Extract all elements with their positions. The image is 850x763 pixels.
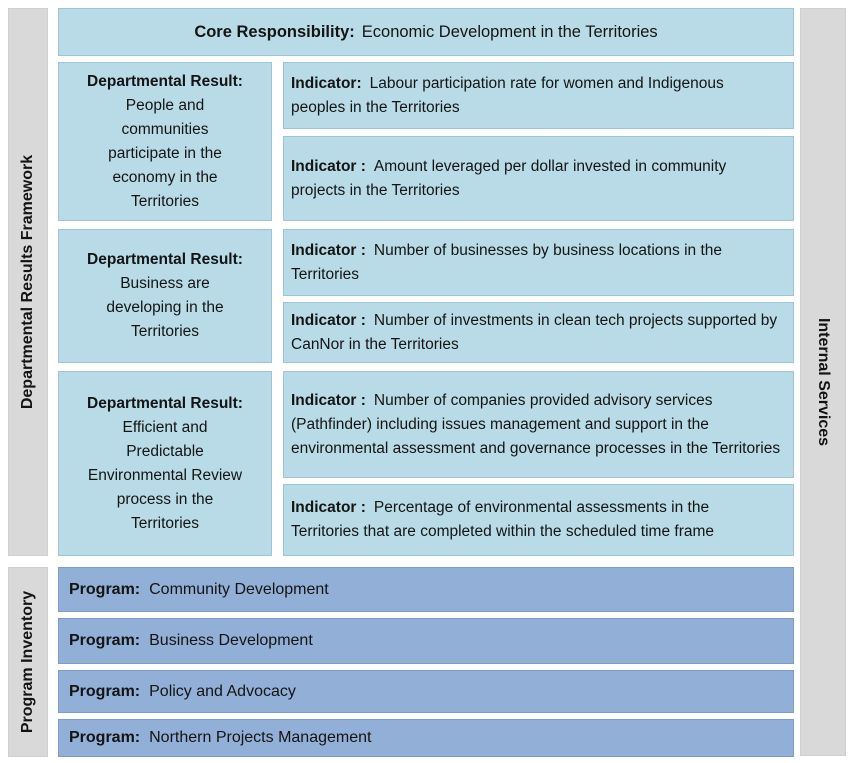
indicator-box-1	[283, 62, 794, 129]
indicator-text: Percentage of environmental assessments in the Territories that are completed within the scheduled time frame	[291, 499, 715, 540]
indicator-box-4	[283, 302, 794, 363]
program-label: Program:	[69, 682, 141, 700]
program-label: Program:	[69, 729, 141, 746]
program-row-community-development	[58, 567, 794, 612]
program-row-policy-and-advocacy	[58, 670, 794, 713]
indicator-text: Number of companies provided advisory services (Pathfinder) including issues management and support in the environmental assessment and governance processes in the Territories	[291, 391, 781, 457]
indicator-label: Indicator :	[291, 311, 366, 329]
sidebar-program-inventory-label: Program Inventory	[19, 590, 36, 734]
indicator-text: Amount leveraged per dollar invested in community projects in the Territories	[291, 157, 727, 199]
departmental-result-line: Territories	[130, 514, 200, 532]
departmental-result-line: communities	[121, 120, 209, 138]
sidebar-internal-services	[800, 8, 846, 756]
program-name: Northern Projects Management	[149, 729, 372, 746]
departmental-result-line: Environmental Review	[87, 466, 243, 484]
core-responsibility-box	[58, 8, 794, 56]
indicator-label: Indicator :	[291, 499, 366, 516]
departmental-result-box-3	[58, 371, 272, 556]
departmental-result-line: Territories	[130, 192, 200, 210]
indicator-box-2	[283, 136, 794, 221]
program-row-business-development	[58, 618, 794, 664]
program-row-northern-projects-management	[58, 719, 794, 757]
indicator-box-6	[283, 484, 794, 556]
departmental-result-line: People and	[125, 96, 205, 114]
program-label: Program:	[69, 632, 141, 649]
departmental-result-label: Departmental Result:	[87, 251, 243, 268]
indicator-text: Number of businesses by business locations in the Territories	[291, 241, 722, 283]
indicator-box-3	[283, 229, 794, 296]
indicator-text: Number of investments in clean tech projects supported by CanNor in the Territories	[291, 311, 778, 353]
sidebar-departmental-results-framework-label: Departmental Results Framework	[19, 154, 36, 410]
sidebar-departmental-results-framework	[8, 8, 48, 556]
indicator-label: Indicator :	[291, 241, 366, 259]
departmental-result-line: participate in the	[108, 144, 222, 162]
departmental-result-label: Departmental Result:	[87, 72, 243, 90]
core-responsibility-text: Economic Development in the Territories	[361, 22, 658, 41]
indicator-label: Indicator:	[291, 74, 362, 92]
program-label: Program:	[69, 580, 141, 598]
departmental-result-line: developing in the	[106, 299, 224, 316]
departmental-result-label: Departmental Result:	[87, 394, 243, 412]
sidebar-program-inventory	[8, 567, 48, 757]
departmental-result-line: process in the	[116, 490, 214, 508]
sidebar-internal-services-label: Internal Services	[815, 317, 832, 447]
departmental-result-line: economy in the	[112, 168, 218, 186]
indicator-label: Indicator :	[291, 391, 366, 409]
indicator-label: Indicator :	[291, 157, 366, 175]
departmental-result-line: Territories	[130, 323, 200, 340]
departmental-result-line: Efficient and	[122, 418, 208, 436]
core-responsibility-label: Core Responsibility:	[194, 22, 355, 41]
indicator-box-5	[283, 371, 794, 478]
departmental-result-line: Business are	[120, 275, 210, 292]
indicator-text: Labour participation rate for women and Indigenous peoples in the Territories	[291, 74, 724, 116]
program-name: Business Development	[149, 632, 313, 649]
program-name: Community Development	[149, 580, 329, 598]
departmental-result-box-1	[58, 62, 272, 221]
program-name: Policy and Advocacy	[149, 682, 296, 700]
departmental-result-box-2	[58, 229, 272, 363]
departmental-result-line: Predictable	[126, 442, 204, 460]
